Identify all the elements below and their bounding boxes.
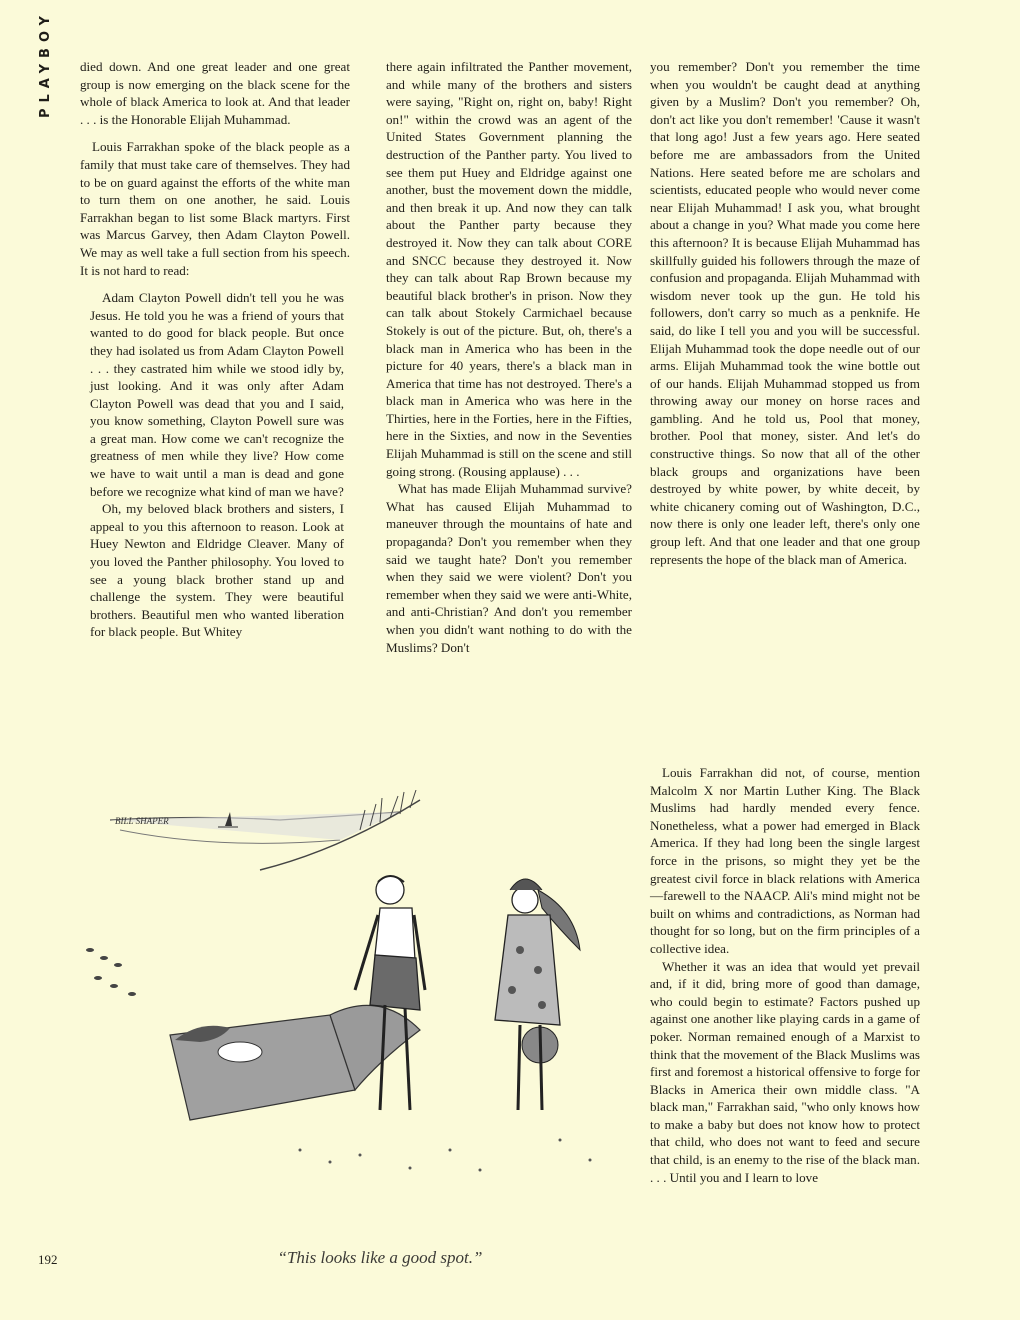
column-2: [386, 58, 632, 656]
column-1: [80, 58, 350, 641]
page-number: 192: [38, 1252, 58, 1267]
quote-paragraph: you remember? Don't you remember the time when you wouldn't be caught dead at anything given by a Muslim? Don't you remember? Oh, don't act like you don't remember! 'Cause it wasn't that long ago! Just a few years ago. Here seated before me are ambassadors from the United Nations. Here seated before me are scholars and scientists, educated people who would never come near Elijah Muhammad! I ask you, what brought about a change in you? What made you come here this afternoon? It is because Elijah Muhammad has skillfully guided his followers through the maze of confusion and propaganda. Elijah Muhammad with wisdom never took up the gun. He told his followers, don't carry so much as a penknife. He said, do like I tell you and you will be successful. Elijah Muhammad took the dope needle out of our arms. Elijah Muhammad took the wine bottle out of our hands. Elijah Muhammad stopped us from throwing away our money on horse races and gambling. And he told us, Pool that money, brother. Pool that money, sister. And let's do constructive things. So now that all of the other black groups and organizations have been destroyed by white power, by white deceit, by white chicanery coming out of Washington, D.C., now there is only one leader left, there's only one group left. And that one leader and that one group represents the hope of the black man of America.: [650, 59, 920, 567]
artist-signature: BILL SHAPER: [115, 816, 169, 826]
magazine-masthead: PLAYBOY: [38, 10, 53, 118]
column-3-body: [650, 764, 920, 1186]
beach-cartoon-illustration: [80, 790, 640, 1230]
speech-quote: [80, 289, 350, 641]
quote-paragraph: Oh, my beloved black brothers and sisters, I appeal to you this afternoon to reason. Look at Huey Newton and Eldridge Cleaver. Many of you loved the Panther philosophy. You loved to see a young black brother stand up and challenge the system. They were beautiful brothers. Beautiful men who wanted liberation for black people. But Whitey: [90, 501, 344, 640]
quote-paragraph: What has made Elijah Muhammad survive? What has caused Elijah Muhammad to maneuver through the mountains of hate and propaganda? Don't you remember when they said we taught hate? Don't you remember when they said we were violent? Don't you remember when they said we were anti-White, and anti-Christian? And don't you remember when you didn't want nothing to do with the Muslims? Don't: [386, 481, 632, 655]
paragraph: Louis Farrakhan did not, of course, mention Malcolm X nor Martin Luther King. The Black Muslims had hardly mended every fence. Nonetheless, what a power had emerged in Black America. If they had long been the single largest force in the prisons, so might they yet be the greatest civil force in black relations with America—farewell to the NAACP. Ali's mind might not be built on whims and contradictions, as Norman had thought for so long, but on the firm principles of a collective idea.: [650, 765, 920, 956]
cartoon-caption: “This looks like a good spot.”: [277, 1248, 483, 1267]
paragraph: Louis Farrakhan spoke of the black people as a family that must take care of themselves. They had to be on guard against the efforts of the white man to turn them on one another, he said. Louis Farrakhan began to list some Black martyrs. First was Marcus Garvey, then Adam Clayton Powell. We may as well take a full section from his speech. It is not hard to read:: [80, 139, 350, 278]
quote-paragraph: Adam Clayton Powell didn't tell you he was Jesus. He told you he was a friend of yours that wanted to do good for black people. But once they had isolated us from Adam Clayton Powell . . . they castrated him while we stood idly by, just looking. And it was only after Adam Clayton Powell was dead that you and I said, you know something, Clayton Powell sure was a great man. How come we can't recognize the greatness of men while they live? How come we have to wait until a man is dead and gone before we recognize what kind of man we have?: [90, 290, 344, 499]
column-3: [650, 58, 920, 568]
paragraph: died down. And one great leader and one great group is now emerging on the black scene for the whole of black America to look at. And that leader . . . is the Honorable Elijah Muhammad.: [80, 59, 350, 127]
quote-paragraph: there again infiltrated the Panther movement, and while many of the brothers and sisters were saying, "Right on, right on, baby! Right on!" within the crowd was an agent of the United States Government planning the destruction of the Panther party. You lived to see them put Huey and Eldridge against one another, bust the movement down the middle, and then break it up. And now they can talk about the Panther party because they destroyed it. Now they can talk about CORE and SNCC because they destroyed it. Now they can talk about Rap Brown because my beautiful black brother's in prison. Now they can talk about Stokely Carmichael because Stokely is out of the picture. But, oh, there's a black man in America who has been in the picture for 40 years, there's a black man in America that time has not destroyed. There's a black man in America who was here in the Thirties, here in the Forties, here in the Fifties, here in the Sixties, and now in the Seventies Elijah Muhammad is still on the scene and still going strong. (Rousing applause) . . .: [386, 59, 632, 479]
paragraph: Whether it was an idea that would yet prevail and, if it did, bring more of good than damage, who could begin to estimate? Factors pushed up against one another like playing cards in a game of poker. Norman remained enough of a Marxist to think that the movement of the Black Muslims was first and foremost a historical offensive to forge for Blacks in America their own middle class. "A black man," Farrakhan said, "who only knows how to make a baby but does not know how to protect that child, who does not want to feed and secure that child, is an enemy to the rise of the black man. . . . Until you and I learn to love: [650, 958, 920, 1185]
